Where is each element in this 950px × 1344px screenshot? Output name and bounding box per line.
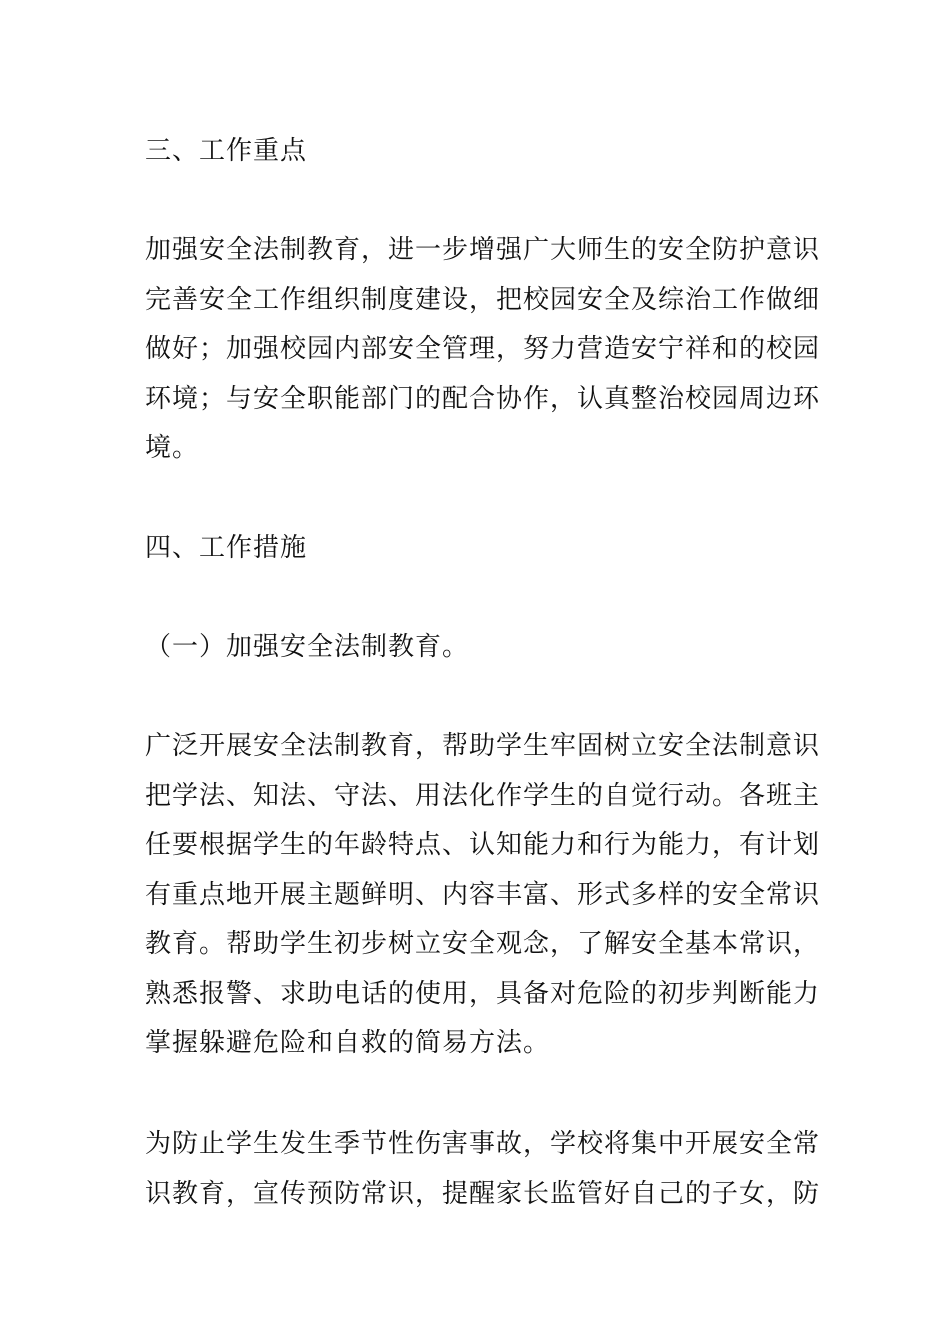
paragraph-safety-legal-education <box>145 722 821 1069</box>
paragraph-line: 熟悉报警、求助电话的使用，具备对危险的初步判断能力 <box>145 978 821 1009</box>
heading-text: 三、工作重点 <box>145 136 308 166</box>
paragraph-work-focus <box>145 226 821 474</box>
paragraph-line: 把学法、知法、守法、用法化作学生的自觉行动。各班主 <box>145 780 821 811</box>
paragraph-line: 掌握躲避危险和自救的简易方法。 <box>145 1028 551 1058</box>
paragraph-line: 任要根据学生的年龄特点、认知能力和行为能力，有计划 <box>145 830 821 860</box>
paragraph-line: 加强安全法制教育，进一步增强广大师生的安全防护意识 <box>145 235 821 265</box>
heading-text: 四、工作措施 <box>145 533 308 563</box>
paragraph-line: 做好；加强校园内部安全管理，努力营造安宁祥和的校园 <box>145 334 821 364</box>
paragraph-line: 有重点地开展主题鲜明、内容丰富、形式多样的安全常识 <box>145 879 821 910</box>
paragraph-line: 广泛开展安全法制教育，帮助学生牢固树立安全法制意识 <box>145 731 821 761</box>
paragraph-line: 完善安全工作组织制度建设，把校园安全及综治工作做细 <box>145 284 821 315</box>
paragraph-line: 教育。帮助学生初步树立安全观念，了解安全基本常识， <box>145 929 821 959</box>
subheading-safety-legal-education <box>145 623 815 673</box>
paragraph-line: 识教育，宣传预防常识，提醒家长监管好自己的子女，防 <box>145 1178 821 1209</box>
paragraph-line: 为防止学生发生季节性伤害事故，学校将集中开展安全常 <box>145 1129 821 1159</box>
paragraph-line: 境。 <box>145 433 200 463</box>
subheading-text: （一）加强安全法制教育。 <box>145 632 470 662</box>
section-heading-work-focus <box>145 127 815 177</box>
section-heading-work-measures <box>145 524 815 574</box>
paragraph-seasonal-injury-prevention <box>145 1120 821 1219</box>
paragraph-line: 环境；与安全职能部门的配合协作，认真整治校园周边环 <box>145 383 821 414</box>
